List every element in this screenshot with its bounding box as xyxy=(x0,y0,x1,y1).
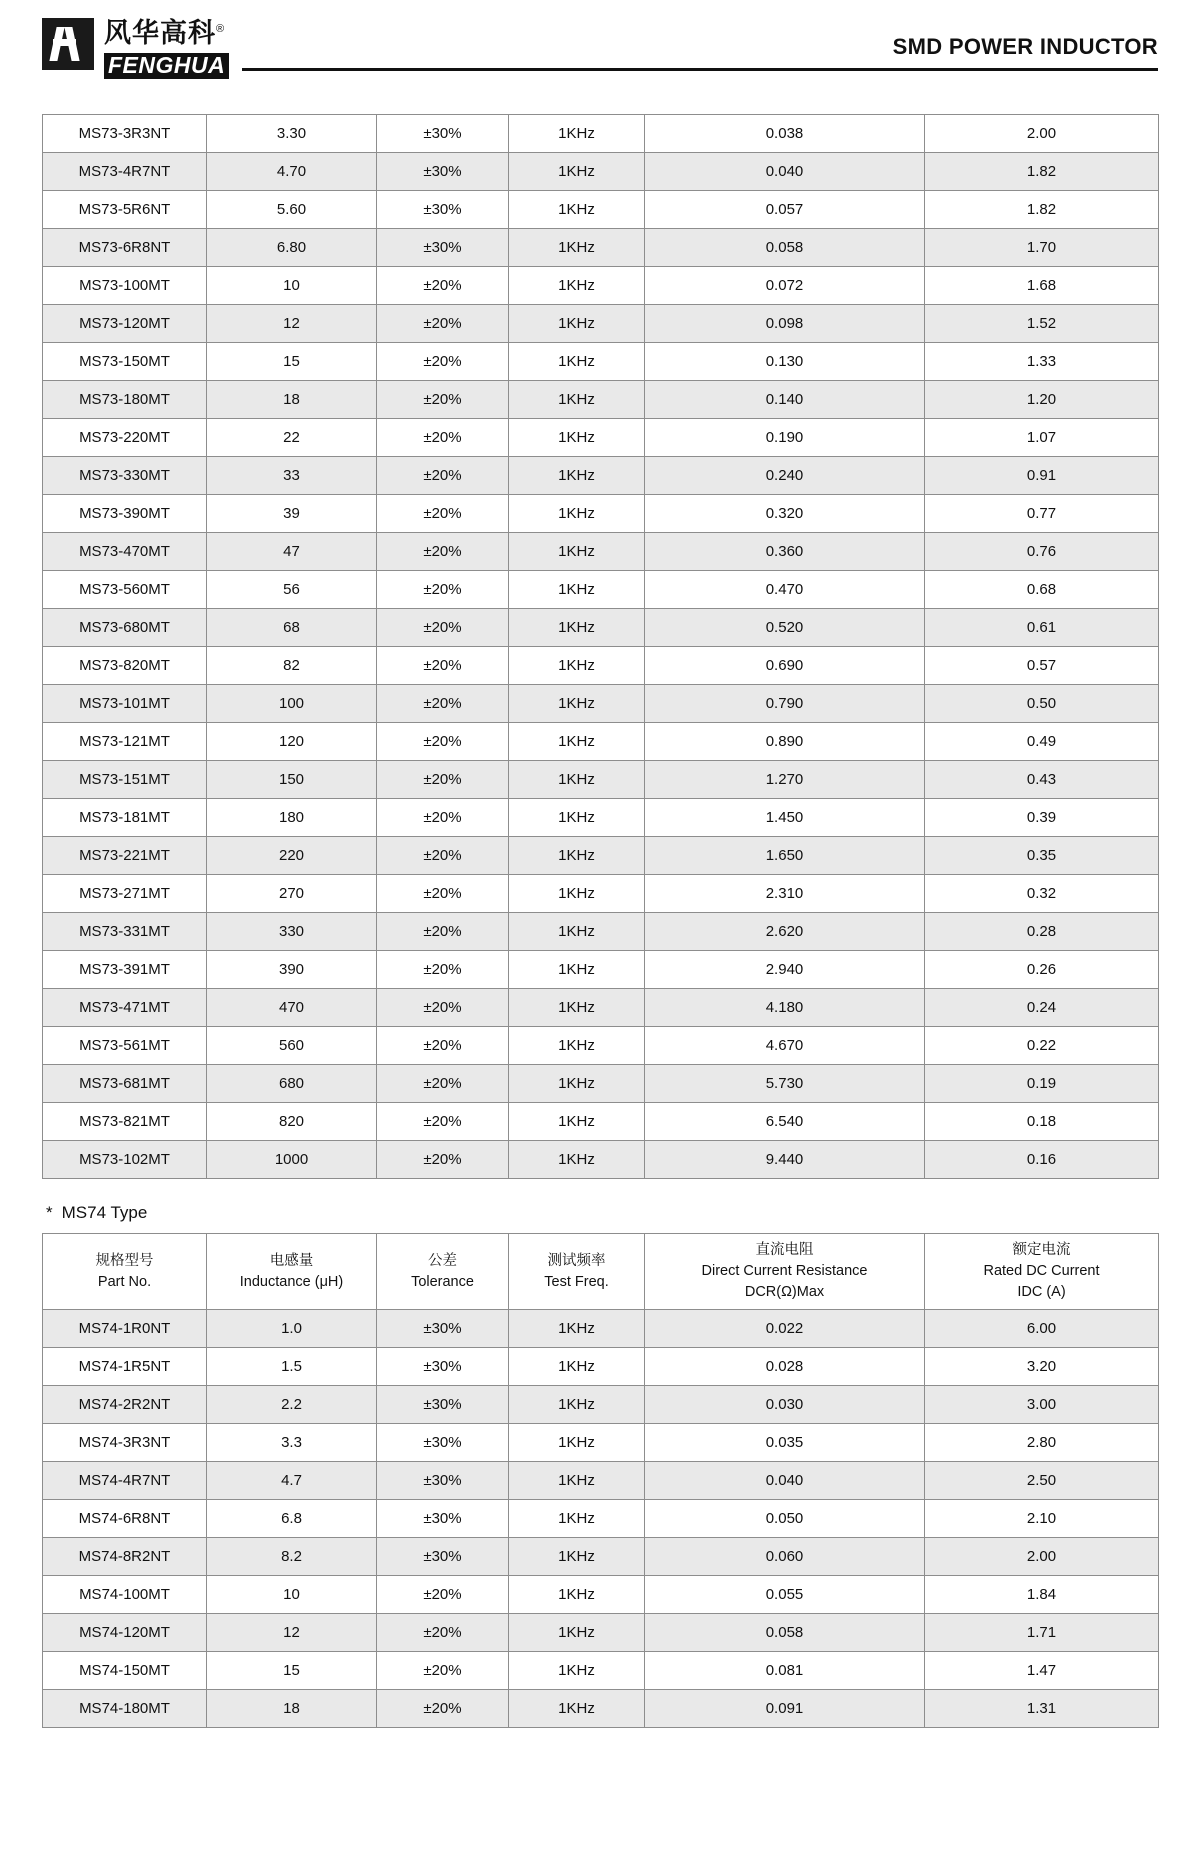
cell-rated-current: 0.35 xyxy=(925,837,1159,875)
cell-part-no: MS73-470MT xyxy=(43,533,207,571)
table-row xyxy=(43,381,1159,419)
cell-test-freq: 1KHz xyxy=(509,191,645,229)
cell-inductance: 56 xyxy=(207,571,377,609)
ms74-table-section xyxy=(42,1233,1158,1728)
cell-part-no: MS73-102MT xyxy=(43,1141,207,1179)
cell-test-freq: 1KHz xyxy=(509,1538,645,1576)
cell-dcr: 0.240 xyxy=(645,457,925,495)
cell-tolerance: ±20% xyxy=(377,305,509,343)
cell-inductance: 120 xyxy=(207,723,377,761)
column-header-rated-current: 额定电流 Rated DC Current IDC (A) xyxy=(925,1234,1159,1310)
cell-test-freq: 1KHz xyxy=(509,1027,645,1065)
cell-part-no: MS73-560MT xyxy=(43,571,207,609)
cell-part-no: MS74-1R5NT xyxy=(43,1348,207,1386)
table-header-row xyxy=(43,1234,1159,1310)
cell-dcr: 4.180 xyxy=(645,989,925,1027)
cell-rated-current: 3.20 xyxy=(925,1348,1159,1386)
cell-rated-current: 0.24 xyxy=(925,989,1159,1027)
cell-part-no: MS74-180MT xyxy=(43,1690,207,1728)
cell-test-freq: 1KHz xyxy=(509,647,645,685)
cell-part-no: MS73-221MT xyxy=(43,837,207,875)
cell-inductance: 8.2 xyxy=(207,1538,377,1576)
ms73-spec-table xyxy=(42,114,1159,1179)
cell-test-freq: 1KHz xyxy=(509,1652,645,1690)
cell-rated-current: 6.00 xyxy=(925,1310,1159,1348)
cell-inductance: 2.2 xyxy=(207,1386,377,1424)
cell-rated-current: 2.00 xyxy=(925,115,1159,153)
cell-part-no: MS74-120MT xyxy=(43,1614,207,1652)
cell-dcr: 0.040 xyxy=(645,153,925,191)
table-row xyxy=(43,1462,1159,1500)
cell-rated-current: 0.22 xyxy=(925,1027,1159,1065)
table-row xyxy=(43,951,1159,989)
table-row xyxy=(43,1103,1159,1141)
cell-dcr: 0.072 xyxy=(645,267,925,305)
cell-dcr: 1.270 xyxy=(645,761,925,799)
cell-rated-current: 1.82 xyxy=(925,153,1159,191)
cell-tolerance: ±20% xyxy=(377,837,509,875)
ms74-spec-table xyxy=(42,1233,1159,1728)
cell-inductance: 18 xyxy=(207,381,377,419)
cell-test-freq: 1KHz xyxy=(509,1386,645,1424)
cell-dcr: 0.091 xyxy=(645,1690,925,1728)
table-row xyxy=(43,229,1159,267)
column-header-tolerance: 公差 Tolerance xyxy=(377,1234,509,1310)
cell-inductance: 680 xyxy=(207,1065,377,1103)
table-row xyxy=(43,647,1159,685)
cell-test-freq: 1KHz xyxy=(509,1614,645,1652)
cell-part-no: MS74-100MT xyxy=(43,1576,207,1614)
cell-inductance: 82 xyxy=(207,647,377,685)
cell-dcr: 0.055 xyxy=(645,1576,925,1614)
cell-part-no: MS73-681MT xyxy=(43,1065,207,1103)
cell-inductance: 22 xyxy=(207,419,377,457)
cell-tolerance: ±20% xyxy=(377,533,509,571)
cell-rated-current: 1.71 xyxy=(925,1614,1159,1652)
table-row xyxy=(43,799,1159,837)
cell-inductance: 12 xyxy=(207,305,377,343)
cell-part-no: MS73-121MT xyxy=(43,723,207,761)
cell-part-no: MS74-8R2NT xyxy=(43,1538,207,1576)
cell-dcr: 1.450 xyxy=(645,799,925,837)
table-row xyxy=(43,419,1159,457)
table-row xyxy=(43,1652,1159,1690)
table-row xyxy=(43,495,1159,533)
cell-part-no: MS73-180MT xyxy=(43,381,207,419)
cell-part-no: MS74-4R7NT xyxy=(43,1462,207,1500)
cell-tolerance: ±20% xyxy=(377,457,509,495)
cell-rated-current: 2.50 xyxy=(925,1462,1159,1500)
cell-test-freq: 1KHz xyxy=(509,799,645,837)
cell-dcr: 0.038 xyxy=(645,115,925,153)
cell-rated-current: 0.49 xyxy=(925,723,1159,761)
cell-test-freq: 1KHz xyxy=(509,419,645,457)
cell-part-no: MS74-2R2NT xyxy=(43,1386,207,1424)
cell-part-no: MS73-271MT xyxy=(43,875,207,913)
table-row xyxy=(43,1310,1159,1348)
cell-tolerance: ±20% xyxy=(377,685,509,723)
cell-tolerance: ±30% xyxy=(377,1500,509,1538)
cell-test-freq: 1KHz xyxy=(509,457,645,495)
cell-tolerance: ±20% xyxy=(377,989,509,1027)
cell-part-no: MS73-220MT xyxy=(43,419,207,457)
cell-rated-current: 0.26 xyxy=(925,951,1159,989)
cell-rated-current: 1.70 xyxy=(925,229,1159,267)
cell-rated-current: 1.47 xyxy=(925,1652,1159,1690)
cell-tolerance: ±20% xyxy=(377,913,509,951)
registered-mark-icon: ® xyxy=(216,23,226,35)
cell-test-freq: 1KHz xyxy=(509,1576,645,1614)
cell-tolerance: ±20% xyxy=(377,799,509,837)
column-header-inductance: 电感量 Inductance (μH) xyxy=(207,1234,377,1310)
cell-test-freq: 1KHz xyxy=(509,305,645,343)
cell-tolerance: ±20% xyxy=(377,1614,509,1652)
table-row xyxy=(43,1576,1159,1614)
cell-test-freq: 1KHz xyxy=(509,1141,645,1179)
page-header xyxy=(42,0,1158,92)
cell-part-no: MS73-120MT xyxy=(43,305,207,343)
cell-dcr: 0.057 xyxy=(645,191,925,229)
header-divider xyxy=(242,68,1158,71)
cell-tolerance: ±30% xyxy=(377,1310,509,1348)
cell-test-freq: 1KHz xyxy=(509,571,645,609)
cell-part-no: MS73-391MT xyxy=(43,951,207,989)
cell-rated-current: 1.20 xyxy=(925,381,1159,419)
cell-inductance: 68 xyxy=(207,609,377,647)
table-row xyxy=(43,533,1159,571)
column-header-test-freq: 测试频率 Test Freq. xyxy=(509,1234,645,1310)
cell-test-freq: 1KHz xyxy=(509,267,645,305)
cell-test-freq: 1KHz xyxy=(509,1500,645,1538)
cell-test-freq: 1KHz xyxy=(509,685,645,723)
cell-tolerance: ±30% xyxy=(377,191,509,229)
cell-tolerance: ±30% xyxy=(377,1424,509,1462)
cell-test-freq: 1KHz xyxy=(509,533,645,571)
cell-part-no: MS73-151MT xyxy=(43,761,207,799)
cell-rated-current: 1.33 xyxy=(925,343,1159,381)
table-row xyxy=(43,571,1159,609)
cell-rated-current: 1.52 xyxy=(925,305,1159,343)
cell-part-no: MS74-3R3NT xyxy=(43,1424,207,1462)
cell-inductance: 6.8 xyxy=(207,1500,377,1538)
cell-rated-current: 0.43 xyxy=(925,761,1159,799)
cell-dcr: 0.470 xyxy=(645,571,925,609)
table-row xyxy=(43,1027,1159,1065)
cell-inductance: 3.30 xyxy=(207,115,377,153)
cell-tolerance: ±20% xyxy=(377,267,509,305)
cell-rated-current: 0.50 xyxy=(925,685,1159,723)
cell-inductance: 4.7 xyxy=(207,1462,377,1500)
table-row xyxy=(43,837,1159,875)
cell-test-freq: 1KHz xyxy=(509,343,645,381)
cell-tolerance: ±20% xyxy=(377,1141,509,1179)
cell-part-no: MS74-1R0NT xyxy=(43,1310,207,1348)
cell-inductance: 100 xyxy=(207,685,377,723)
cell-dcr: 2.310 xyxy=(645,875,925,913)
cell-dcr: 0.140 xyxy=(645,381,925,419)
cell-part-no: MS73-6R8NT xyxy=(43,229,207,267)
cell-rated-current: 0.61 xyxy=(925,609,1159,647)
cell-inductance: 390 xyxy=(207,951,377,989)
cell-dcr: 0.035 xyxy=(645,1424,925,1462)
cell-tolerance: ±20% xyxy=(377,1576,509,1614)
cell-part-no: MS73-4R7NT xyxy=(43,153,207,191)
cell-tolerance: ±20% xyxy=(377,571,509,609)
cell-dcr: 0.030 xyxy=(645,1386,925,1424)
cell-tolerance: ±20% xyxy=(377,1027,509,1065)
fenghua-logo-icon xyxy=(42,18,94,70)
cell-part-no: MS73-101MT xyxy=(43,685,207,723)
cell-rated-current: 0.91 xyxy=(925,457,1159,495)
cell-test-freq: 1KHz xyxy=(509,1065,645,1103)
cell-part-no: MS73-5R6NT xyxy=(43,191,207,229)
cell-tolerance: ±30% xyxy=(377,229,509,267)
cell-dcr: 4.670 xyxy=(645,1027,925,1065)
cell-inductance: 5.60 xyxy=(207,191,377,229)
cell-rated-current: 0.39 xyxy=(925,799,1159,837)
table-row xyxy=(43,191,1159,229)
table-row xyxy=(43,343,1159,381)
cell-tolerance: ±20% xyxy=(377,647,509,685)
cell-part-no: MS73-821MT xyxy=(43,1103,207,1141)
cell-inductance: 1000 xyxy=(207,1141,377,1179)
cell-tolerance: ±30% xyxy=(377,1348,509,1386)
cell-rated-current: 1.82 xyxy=(925,191,1159,229)
cell-dcr: 0.320 xyxy=(645,495,925,533)
cell-test-freq: 1KHz xyxy=(509,989,645,1027)
cell-inductance: 6.80 xyxy=(207,229,377,267)
table-row xyxy=(43,685,1159,723)
cell-inductance: 33 xyxy=(207,457,377,495)
cell-test-freq: 1KHz xyxy=(509,1424,645,1462)
cell-inductance: 12 xyxy=(207,1614,377,1652)
cell-dcr: 0.790 xyxy=(645,685,925,723)
cell-tolerance: ±30% xyxy=(377,153,509,191)
cell-inductance: 15 xyxy=(207,343,377,381)
cell-inductance: 47 xyxy=(207,533,377,571)
cell-dcr: 0.098 xyxy=(645,305,925,343)
table-row xyxy=(43,1348,1159,1386)
cell-inductance: 270 xyxy=(207,875,377,913)
table-row xyxy=(43,1386,1159,1424)
cell-tolerance: ±30% xyxy=(377,1386,509,1424)
cell-rated-current: 1.68 xyxy=(925,267,1159,305)
cell-tolerance: ±20% xyxy=(377,1690,509,1728)
cell-inductance: 1.0 xyxy=(207,1310,377,1348)
cell-inductance: 39 xyxy=(207,495,377,533)
table-row xyxy=(43,913,1159,951)
cell-test-freq: 1KHz xyxy=(509,837,645,875)
ms74-section-title xyxy=(46,1203,1158,1223)
cell-dcr: 0.690 xyxy=(645,647,925,685)
cell-part-no: MS73-680MT xyxy=(43,609,207,647)
cell-inductance: 10 xyxy=(207,267,377,305)
table-row xyxy=(43,1065,1159,1103)
cell-tolerance: ±20% xyxy=(377,381,509,419)
cell-rated-current: 0.32 xyxy=(925,875,1159,913)
cell-dcr: 0.058 xyxy=(645,229,925,267)
cell-inductance: 3.3 xyxy=(207,1424,377,1462)
cell-test-freq: 1KHz xyxy=(509,913,645,951)
cell-rated-current: 3.00 xyxy=(925,1386,1159,1424)
cell-rated-current: 1.31 xyxy=(925,1690,1159,1728)
cell-dcr: 2.620 xyxy=(645,913,925,951)
cell-test-freq: 1KHz xyxy=(509,115,645,153)
cell-rated-current: 0.28 xyxy=(925,913,1159,951)
cell-tolerance: ±30% xyxy=(377,115,509,153)
cell-test-freq: 1KHz xyxy=(509,1310,645,1348)
cell-part-no: MS73-150MT xyxy=(43,343,207,381)
cell-test-freq: 1KHz xyxy=(509,1103,645,1141)
cell-tolerance: ±20% xyxy=(377,495,509,533)
cell-dcr: 0.360 xyxy=(645,533,925,571)
table-row xyxy=(43,1614,1159,1652)
cell-dcr: 0.890 xyxy=(645,723,925,761)
cell-inductance: 820 xyxy=(207,1103,377,1141)
cell-dcr: 0.040 xyxy=(645,1462,925,1500)
table-row xyxy=(43,1141,1159,1179)
table-row xyxy=(43,153,1159,191)
cell-inductance: 560 xyxy=(207,1027,377,1065)
cell-inductance: 10 xyxy=(207,1576,377,1614)
cell-dcr: 0.022 xyxy=(645,1310,925,1348)
cell-dcr: 1.650 xyxy=(645,837,925,875)
cell-test-freq: 1KHz xyxy=(509,381,645,419)
cell-inductance: 330 xyxy=(207,913,377,951)
ms73-table-section xyxy=(42,114,1158,1179)
table-row xyxy=(43,457,1159,495)
cell-dcr: 0.028 xyxy=(645,1348,925,1386)
cell-test-freq: 1KHz xyxy=(509,761,645,799)
cell-tolerance: ±20% xyxy=(377,1103,509,1141)
cell-part-no: MS73-390MT xyxy=(43,495,207,533)
cell-rated-current: 2.80 xyxy=(925,1424,1159,1462)
cell-dcr: 0.520 xyxy=(645,609,925,647)
table-row xyxy=(43,305,1159,343)
cell-dcr: 0.050 xyxy=(645,1500,925,1538)
cell-dcr: 0.130 xyxy=(645,343,925,381)
table-row xyxy=(43,1690,1159,1728)
cell-test-freq: 1KHz xyxy=(509,1462,645,1500)
cell-part-no: MS73-471MT xyxy=(43,989,207,1027)
cell-test-freq: 1KHz xyxy=(509,153,645,191)
cell-rated-current: 0.18 xyxy=(925,1103,1159,1141)
cell-test-freq: 1KHz xyxy=(509,1690,645,1728)
cell-tolerance: ±20% xyxy=(377,951,509,989)
cell-part-no: MS73-3R3NT xyxy=(43,115,207,153)
cell-tolerance: ±20% xyxy=(377,761,509,799)
cell-part-no: MS74-150MT xyxy=(43,1652,207,1690)
cell-part-no: MS73-330MT xyxy=(43,457,207,495)
ms74-section-label: MS74 Type xyxy=(61,1203,148,1222)
cell-inductance: 470 xyxy=(207,989,377,1027)
cell-rated-current: 2.10 xyxy=(925,1500,1159,1538)
cell-tolerance: ±20% xyxy=(377,723,509,761)
table-row xyxy=(43,875,1159,913)
cell-rated-current: 0.19 xyxy=(925,1065,1159,1103)
cell-part-no: MS73-820MT xyxy=(43,647,207,685)
cell-dcr: 9.440 xyxy=(645,1141,925,1179)
cell-rated-current: 1.07 xyxy=(925,419,1159,457)
table-row xyxy=(43,1424,1159,1462)
cell-dcr: 0.190 xyxy=(645,419,925,457)
cell-dcr: 0.081 xyxy=(645,1652,925,1690)
logo-english-name: FENGHUA xyxy=(104,53,229,79)
cell-dcr: 5.730 xyxy=(645,1065,925,1103)
table-row xyxy=(43,267,1159,305)
cell-test-freq: 1KHz xyxy=(509,951,645,989)
cell-test-freq: 1KHz xyxy=(509,495,645,533)
cell-tolerance: ±20% xyxy=(377,343,509,381)
cell-tolerance: ±30% xyxy=(377,1538,509,1576)
cell-part-no: MS73-561MT xyxy=(43,1027,207,1065)
column-header-part-no: 规格型号 Part No. xyxy=(43,1234,207,1310)
cell-inductance: 18 xyxy=(207,1690,377,1728)
cell-rated-current: 0.57 xyxy=(925,647,1159,685)
table-row xyxy=(43,115,1159,153)
cell-inductance: 180 xyxy=(207,799,377,837)
cell-part-no: MS73-331MT xyxy=(43,913,207,951)
cell-dcr: 0.058 xyxy=(645,1614,925,1652)
cell-rated-current: 0.77 xyxy=(925,495,1159,533)
cell-rated-current: 0.16 xyxy=(925,1141,1159,1179)
cell-test-freq: 1KHz xyxy=(509,875,645,913)
cell-inductance: 4.70 xyxy=(207,153,377,191)
cell-dcr: 2.940 xyxy=(645,951,925,989)
table-row xyxy=(43,609,1159,647)
cell-rated-current: 0.76 xyxy=(925,533,1159,571)
cell-dcr: 6.540 xyxy=(645,1103,925,1141)
page-title: SMD POWER INDUCTOR xyxy=(892,34,1158,59)
cell-tolerance: ±30% xyxy=(377,1462,509,1500)
cell-tolerance: ±20% xyxy=(377,419,509,457)
cell-inductance: 150 xyxy=(207,761,377,799)
table-row xyxy=(43,1500,1159,1538)
bullet-star-icon: * xyxy=(46,1203,53,1222)
cell-inductance: 220 xyxy=(207,837,377,875)
logo-chinese-name: 风华高科® xyxy=(104,18,226,48)
cell-test-freq: 1KHz xyxy=(509,609,645,647)
cell-rated-current: 1.84 xyxy=(925,1576,1159,1614)
cell-tolerance: ±20% xyxy=(377,609,509,647)
cell-inductance: 15 xyxy=(207,1652,377,1690)
cell-tolerance: ±20% xyxy=(377,1652,509,1690)
column-header-dcr: 直流电阻 Direct Current Resistance DCR(Ω)Max xyxy=(645,1234,925,1310)
cell-tolerance: ±20% xyxy=(377,1065,509,1103)
cell-part-no: MS74-6R8NT xyxy=(43,1500,207,1538)
cell-rated-current: 2.00 xyxy=(925,1538,1159,1576)
company-logo xyxy=(42,18,229,79)
table-row xyxy=(43,989,1159,1027)
cell-rated-current: 0.68 xyxy=(925,571,1159,609)
cell-inductance: 1.5 xyxy=(207,1348,377,1386)
table-row xyxy=(43,761,1159,799)
cell-test-freq: 1KHz xyxy=(509,229,645,267)
cell-tolerance: ±20% xyxy=(377,875,509,913)
table-row xyxy=(43,1538,1159,1576)
cell-test-freq: 1KHz xyxy=(509,1348,645,1386)
cell-dcr: 0.060 xyxy=(645,1538,925,1576)
cell-test-freq: 1KHz xyxy=(509,723,645,761)
table-row xyxy=(43,723,1159,761)
cell-part-no: MS73-181MT xyxy=(43,799,207,837)
cell-part-no: MS73-100MT xyxy=(43,267,207,305)
